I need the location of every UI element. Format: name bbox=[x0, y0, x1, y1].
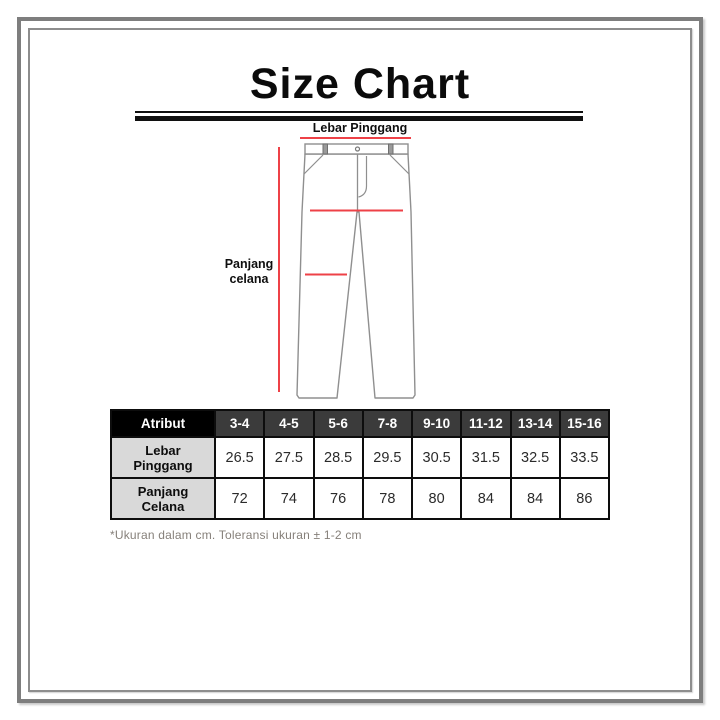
waist-value: 30.5 bbox=[412, 437, 461, 478]
length-value: 80 bbox=[412, 478, 461, 519]
pants-outline bbox=[297, 154, 415, 398]
length-value: 84 bbox=[461, 478, 510, 519]
waist-value: 32.5 bbox=[511, 437, 560, 478]
belt-loop-right bbox=[389, 144, 394, 154]
table-header-size-5-6: 5-6 bbox=[314, 410, 363, 437]
table-header-size-9-10: 9-10 bbox=[412, 410, 461, 437]
length-value: 76 bbox=[314, 478, 363, 519]
table-header-attribute: Atribut bbox=[111, 410, 215, 437]
waist-value: 31.5 bbox=[461, 437, 510, 478]
table-row-pants-length bbox=[111, 478, 609, 519]
waist-width-label: Lebar Pinggang bbox=[312, 121, 408, 135]
waist-value: 26.5 bbox=[215, 437, 264, 478]
row-label-pants-length: Panjang Celana bbox=[111, 478, 215, 519]
length-value: 86 bbox=[560, 478, 609, 519]
table-row-waist-width bbox=[111, 437, 609, 478]
title-divider-thin bbox=[135, 111, 583, 113]
length-value: 74 bbox=[264, 478, 313, 519]
waist-value: 29.5 bbox=[363, 437, 412, 478]
size-table-header-row bbox=[111, 410, 609, 437]
table-header-size-4-5: 4-5 bbox=[264, 410, 313, 437]
length-value: 84 bbox=[511, 478, 560, 519]
waist-value: 27.5 bbox=[264, 437, 313, 478]
table-header-size-15-16: 15-16 bbox=[560, 410, 609, 437]
size-table bbox=[110, 409, 610, 520]
table-header-size-11-12: 11-12 bbox=[461, 410, 510, 437]
table-header-size-3-4: 3-4 bbox=[215, 410, 264, 437]
page-title: Size Chart bbox=[249, 60, 471, 108]
length-value: 72 bbox=[215, 478, 264, 519]
waist-value: 33.5 bbox=[560, 437, 609, 478]
size-tolerance-footnote: *Ukuran dalam cm. Toleransi ukuran ± 1-2 cm bbox=[110, 528, 362, 542]
row-label-waist-width: Lebar Pinggang bbox=[111, 437, 215, 478]
waist-value: 28.5 bbox=[314, 437, 363, 478]
length-value: 78 bbox=[363, 478, 412, 519]
pants-length-label: Panjang celana bbox=[224, 257, 274, 286]
table-header-size-7-8: 7-8 bbox=[363, 410, 412, 437]
table-header-size-13-14: 13-14 bbox=[511, 410, 560, 437]
belt-loop-left bbox=[323, 144, 328, 154]
